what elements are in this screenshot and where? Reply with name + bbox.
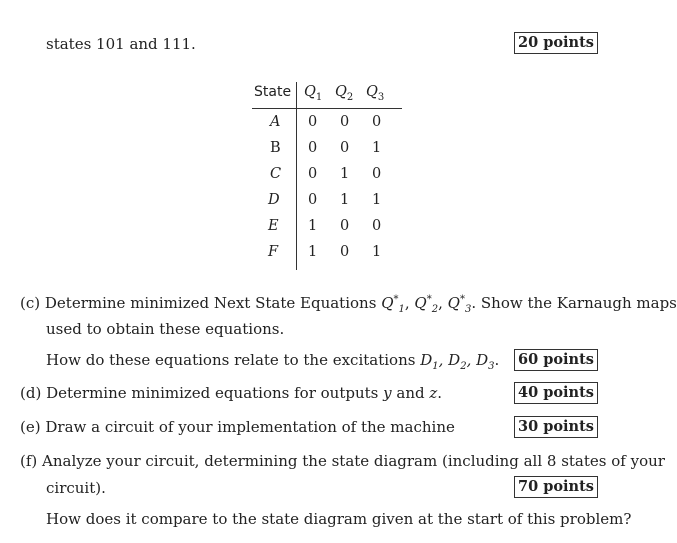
- table-row: [252, 166, 412, 192]
- table-row: [252, 192, 412, 218]
- row-q3: 0: [372, 114, 382, 130]
- row-q3: 1: [372, 192, 382, 208]
- row-state: C: [270, 166, 282, 182]
- table-header: [252, 84, 412, 106]
- row-q2: 1: [340, 192, 350, 208]
- math-y: y: [383, 384, 392, 402]
- item-c-question: How do these equations relate to the excitations: [46, 351, 416, 369]
- math-q3-next: $Q^*_3$: [447, 294, 472, 315]
- item-c-text: Determine minimized Next State Equations: [44, 294, 377, 312]
- table-row: [252, 140, 412, 166]
- item-d-label: (d): [20, 384, 42, 402]
- math-z: z: [429, 384, 438, 402]
- row-state: A: [270, 114, 281, 130]
- row-state: B: [270, 140, 281, 156]
- table-horizontal-rule: [252, 108, 402, 109]
- header-q3: $Q_3$: [366, 84, 385, 103]
- intro-text: states 101 and 111.: [46, 35, 196, 53]
- item-e-label: (e): [20, 418, 41, 436]
- item-d-text: Determine minimized equations for outputs: [46, 384, 379, 402]
- row-q1: 0: [308, 114, 318, 130]
- row-q3: 0: [372, 218, 382, 234]
- row-state: E: [268, 218, 279, 234]
- row-q1: 0: [308, 192, 318, 208]
- points-badge-d: 40 points: [514, 382, 598, 404]
- points-badge-c: 60 points: [514, 349, 598, 371]
- item-d-and: and: [396, 384, 425, 402]
- item-f-text: Analyze your circuit, determining the state diagram (including all 8 states of your: [42, 452, 665, 470]
- points-badge-intro: 20 points: [514, 32, 598, 54]
- row-q1: 0: [308, 166, 318, 182]
- row-state: F: [268, 244, 279, 260]
- row-q3: 1: [372, 244, 382, 260]
- row-state: D: [268, 192, 280, 208]
- row-q1: 1: [308, 244, 318, 260]
- row-q1: 0: [308, 140, 318, 156]
- header-state: State: [254, 84, 292, 100]
- row-q2: 0: [340, 140, 350, 156]
- item-f-label: (f): [20, 452, 38, 470]
- item-c-text-post: . Show the Karnaugh maps: [471, 294, 677, 312]
- row-q1: 1: [308, 218, 318, 234]
- item-c-line1: (c) Determine minimized Next State Equations $Q^*_1$, $Q^*_2$, $Q^*_3$. Show the Karnaugh maps: [20, 294, 677, 315]
- points-badge-f: 70 points: [514, 476, 598, 498]
- row-q2: 0: [340, 244, 350, 260]
- math-d-excitations: $D_1$, $D_2$, $D_3$: [420, 351, 495, 372]
- row-q2: 0: [340, 114, 350, 130]
- points-badge-e: 30 points: [514, 416, 598, 438]
- item-f-line2: circuit).: [46, 479, 106, 497]
- table-row: [252, 218, 412, 244]
- item-f-line3: How does it compare to the state diagram given at the start of this problem?: [46, 510, 632, 528]
- row-q2: 0: [340, 218, 350, 234]
- item-c-line2: used to obtain these equations.: [46, 320, 285, 338]
- table-row: [252, 244, 412, 270]
- item-f-line1: [20, 451, 665, 471]
- item-c-line3: How do these equations relate to the excitations $D_1$, $D_2$, $D_3$.: [46, 351, 500, 372]
- row-q3: 0: [372, 166, 382, 182]
- math-q2-next: $Q^*_2$: [414, 294, 439, 315]
- header-q1: $Q_1$: [304, 84, 323, 103]
- table-row: [252, 114, 412, 140]
- item-c-label: (c): [20, 294, 41, 312]
- item-d: (d) Determine minimized equations for outputs y and z.: [20, 384, 443, 402]
- header-q2: $Q_2$: [335, 84, 354, 103]
- item-e: [20, 417, 455, 437]
- row-q2: 1: [340, 166, 350, 182]
- math-q1-next: $Q^*_1$: [381, 294, 405, 315]
- item-e-text: Draw a circuit of your implementation of the machine: [45, 418, 455, 436]
- row-q3: 1: [372, 140, 382, 156]
